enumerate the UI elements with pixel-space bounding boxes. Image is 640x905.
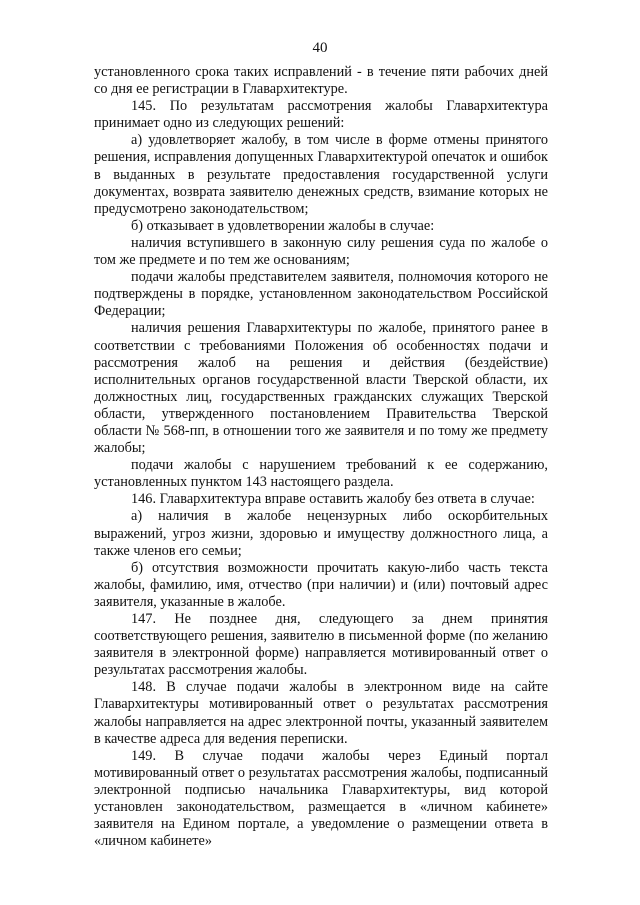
paragraph-146: 146. Главархитектура вправе оставить жалобу без ответа в случае: bbox=[131, 491, 535, 508]
paragraph-145-a: а) удовлетворяет жалобу, в том числе в форме отмены принятого решения, исправления допущенных Главархитектурой опечаток и ошибок в выданных в результате предоставления государственной услуги документах, возврата заявителю денежных средств, взимание которых не предусмотрено законодательством; bbox=[94, 132, 548, 217]
paragraph-147: 147. Не позднее дня, следующего за днем принятия соответствующего решения, заявителю в письменной форме (по желанию заявителя в электронной форме) направляется мотивированный ответ о результатах рассмотрения жалобы. bbox=[94, 611, 548, 679]
paragraph-145: 145. По результатам рассмотрения жалобы Главархитектура принимает одно из следующих решений: bbox=[94, 98, 548, 132]
paragraph-145-b-prior-decision: наличия решения Главархитектуры по жалобе, принятого ранее в соответствии с требованиями Положения об особенностях подачи и рассмотрения жалоб на решения и действия (бездействие) исполнительных органов государственной власти Тверской области, их должностных лиц, государственных гражданских служащих Тверской области, утвержденного постановлением Правительства Тверской области № 568-пп, в отношении того же заявителя и по тому же предмету жалобы; bbox=[94, 320, 548, 457]
paragraph-145-b: б) отказывает в удовлетворении жалобы в случае: bbox=[131, 217, 435, 234]
paragraph-145-b-court-decision: наличия вступившего в законную силу решения суда по жалобе о том же предмете и по тем же основаниям; bbox=[94, 234, 548, 269]
paragraph-146-b: б) отсутствия возможности прочитать какую-либо часть текста жалобы, фамилию, имя, отчество (при наличии) и (или) почтовый адрес заявителя, указанные в жалобе. bbox=[94, 559, 548, 610]
paragraph-continuation: установленного срока таких исправлений - в течение пяти рабочих дней со дня ее регистрации в Главархитектуре. bbox=[94, 64, 548, 98]
page-number: 40 bbox=[312, 40, 328, 56]
paragraph-145-b-content-violation: подачи жалобы с нарушением требований к ее содержанию, установленных пунктом 143 настоящего раздела. bbox=[94, 457, 548, 491]
paragraph-148: 148. В случае подачи жалобы в электронном виде на сайте Главархитектуры мотивированный ответ о результатах рассмотрения жалобы направляется на адрес электронной почты, указанный заявителем в качестве адреса для ведения переписки. bbox=[94, 679, 548, 747]
paragraph-149: 149. В случае подачи жалобы через Единый портал мотивированный ответ о результатах рассмотрения жалобы, подписанный электронной подписью начальника Главархитектуры, вид которой установлен законодательством, размещается в «личном кабинете» заявителя на Едином портале, а уведомление о размещении ответа в «личном кабинете» bbox=[94, 747, 548, 850]
document-body bbox=[94, 64, 548, 850]
paragraph-145-b-representative: подачи жалобы представителем заявителя, полномочия которого не подтверждены в порядке, установленном законодательством Российской Федерации; bbox=[94, 269, 548, 320]
paragraph-146-a: а) наличия в жалобе нецензурных либо оскорбительных выражений, угроз жизни, здоровью и имуществу должностного лица, а также членов его семьи; bbox=[94, 508, 548, 559]
